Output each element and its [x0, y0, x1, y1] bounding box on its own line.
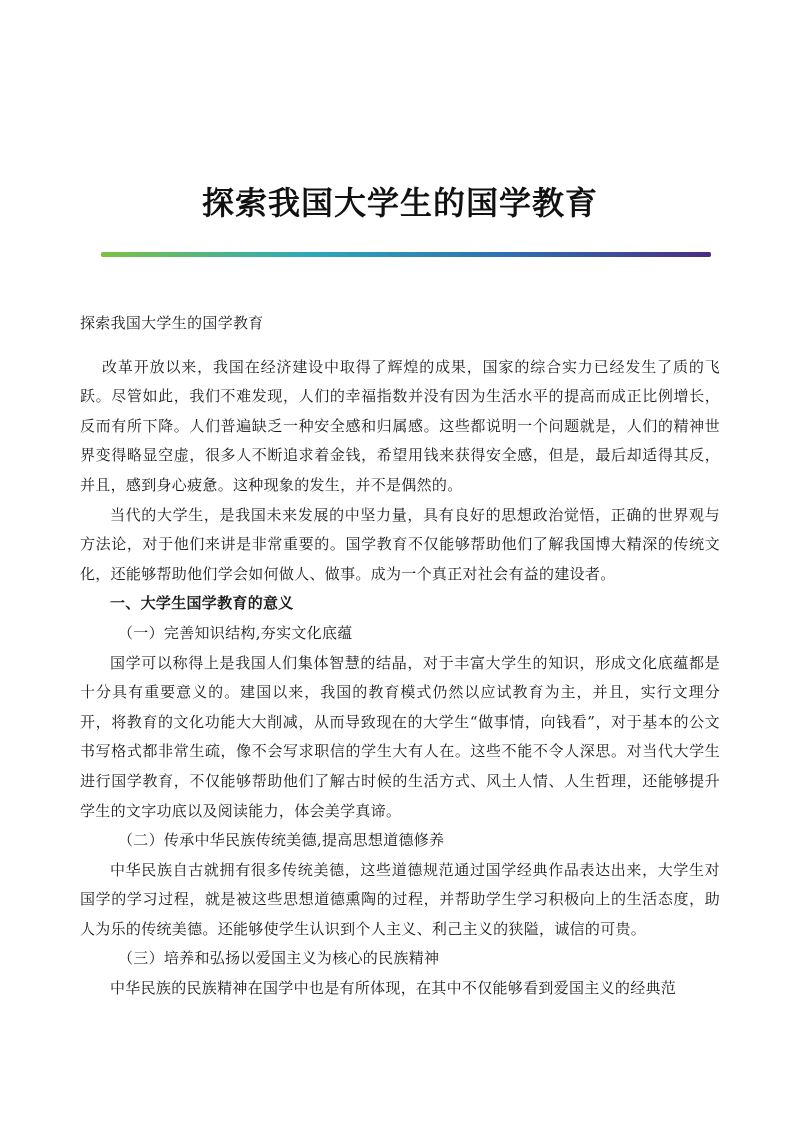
subtitle: 探索我国大学生的国学教育	[80, 314, 264, 332]
subsection-1-body: 国学可以称得上是我国人们集体智慧的结晶，对于丰富大学生的知识，形成文化底蕴都是十分具有重要意义的。建国以来，我国的教育模式仍然以应试教育为主，并且，实行文理分开，将教育的文化功能大大削减，从而导致现在的大学生“做事情，向钱看”，对于基本的公文书写格式都非常生疏，像不会写求职信的学生大有人在。这些不能不令人深思。对当代大学生进行国学教育，不仅能够帮助他们了解古时候的生活方式、风土人情、人生哲理，还能够提升学生的文字功底以及阅读能力，体会美学真谛。	[80, 653, 720, 820]
subsection-2-heading: （二）传承中华民族传统美德,提高思想道德修养	[118, 831, 445, 850]
intro-paragraph-1: 改革开放以来，我国在经济建设中取得了辉煌的成果，国家的综合实力已经发生了质的飞跃。尽管如此，我们不难发现，人们的幸福指数并没有因为生活水平的提高而成正比例增长，反而有所下降。人们普遍缺乏一种安全感和归属感。这些都说明一个问题就是，人们的精神世界变得略显空虚，很多人不断追求着金钱，希望用钱来获得安全感，但是，最后却适得其反，并且，感到身心疲惫。这种现象的发生，并不是偶然的。	[80, 357, 720, 494]
document-title: 探索我国大学生的国学教育	[201, 184, 598, 223]
section-1-heading: 一、大学生国学教育的意义	[110, 594, 294, 613]
intro-paragraph-2: 当代的大学生，是我国未来发展的中坚力量，具有良好的思想政治觉悟，正确的世界观与方法论，对于他们来讲是非常重要的。国学教育不仅能够帮助他们了解我国博大精深的传统文化，还能够帮助他们学会如何做人、做事。成为一个真正对社会有益的建设者。	[80, 505, 720, 583]
title-divider	[101, 252, 711, 257]
document-body	[80, 309, 720, 1004]
subsection-1-heading: （一）完善知识结构,夯实文化底蕴	[118, 623, 353, 642]
subsection-2-body: 中华民族自古就拥有很多传统美德，这些道德规范通过国学经典作品表达出来，大学生对国学的学习过程，就是被这些思想道德熏陶的过程，并帮助学生学习积极向上的生活态度，助人为乐的传统美德。还能够使学生认识到个人主义、利己主义的狭隘，诚信的可贵。	[80, 860, 720, 938]
subsection-3-heading: （三）培养和弘扬以爱国主义为核心的民族精神	[118, 949, 440, 968]
subsection-3-body: 中华民族的民族精神在国学中也是有所体现，在其中不仅能够看到爱国主义的经典范	[110, 979, 677, 998]
